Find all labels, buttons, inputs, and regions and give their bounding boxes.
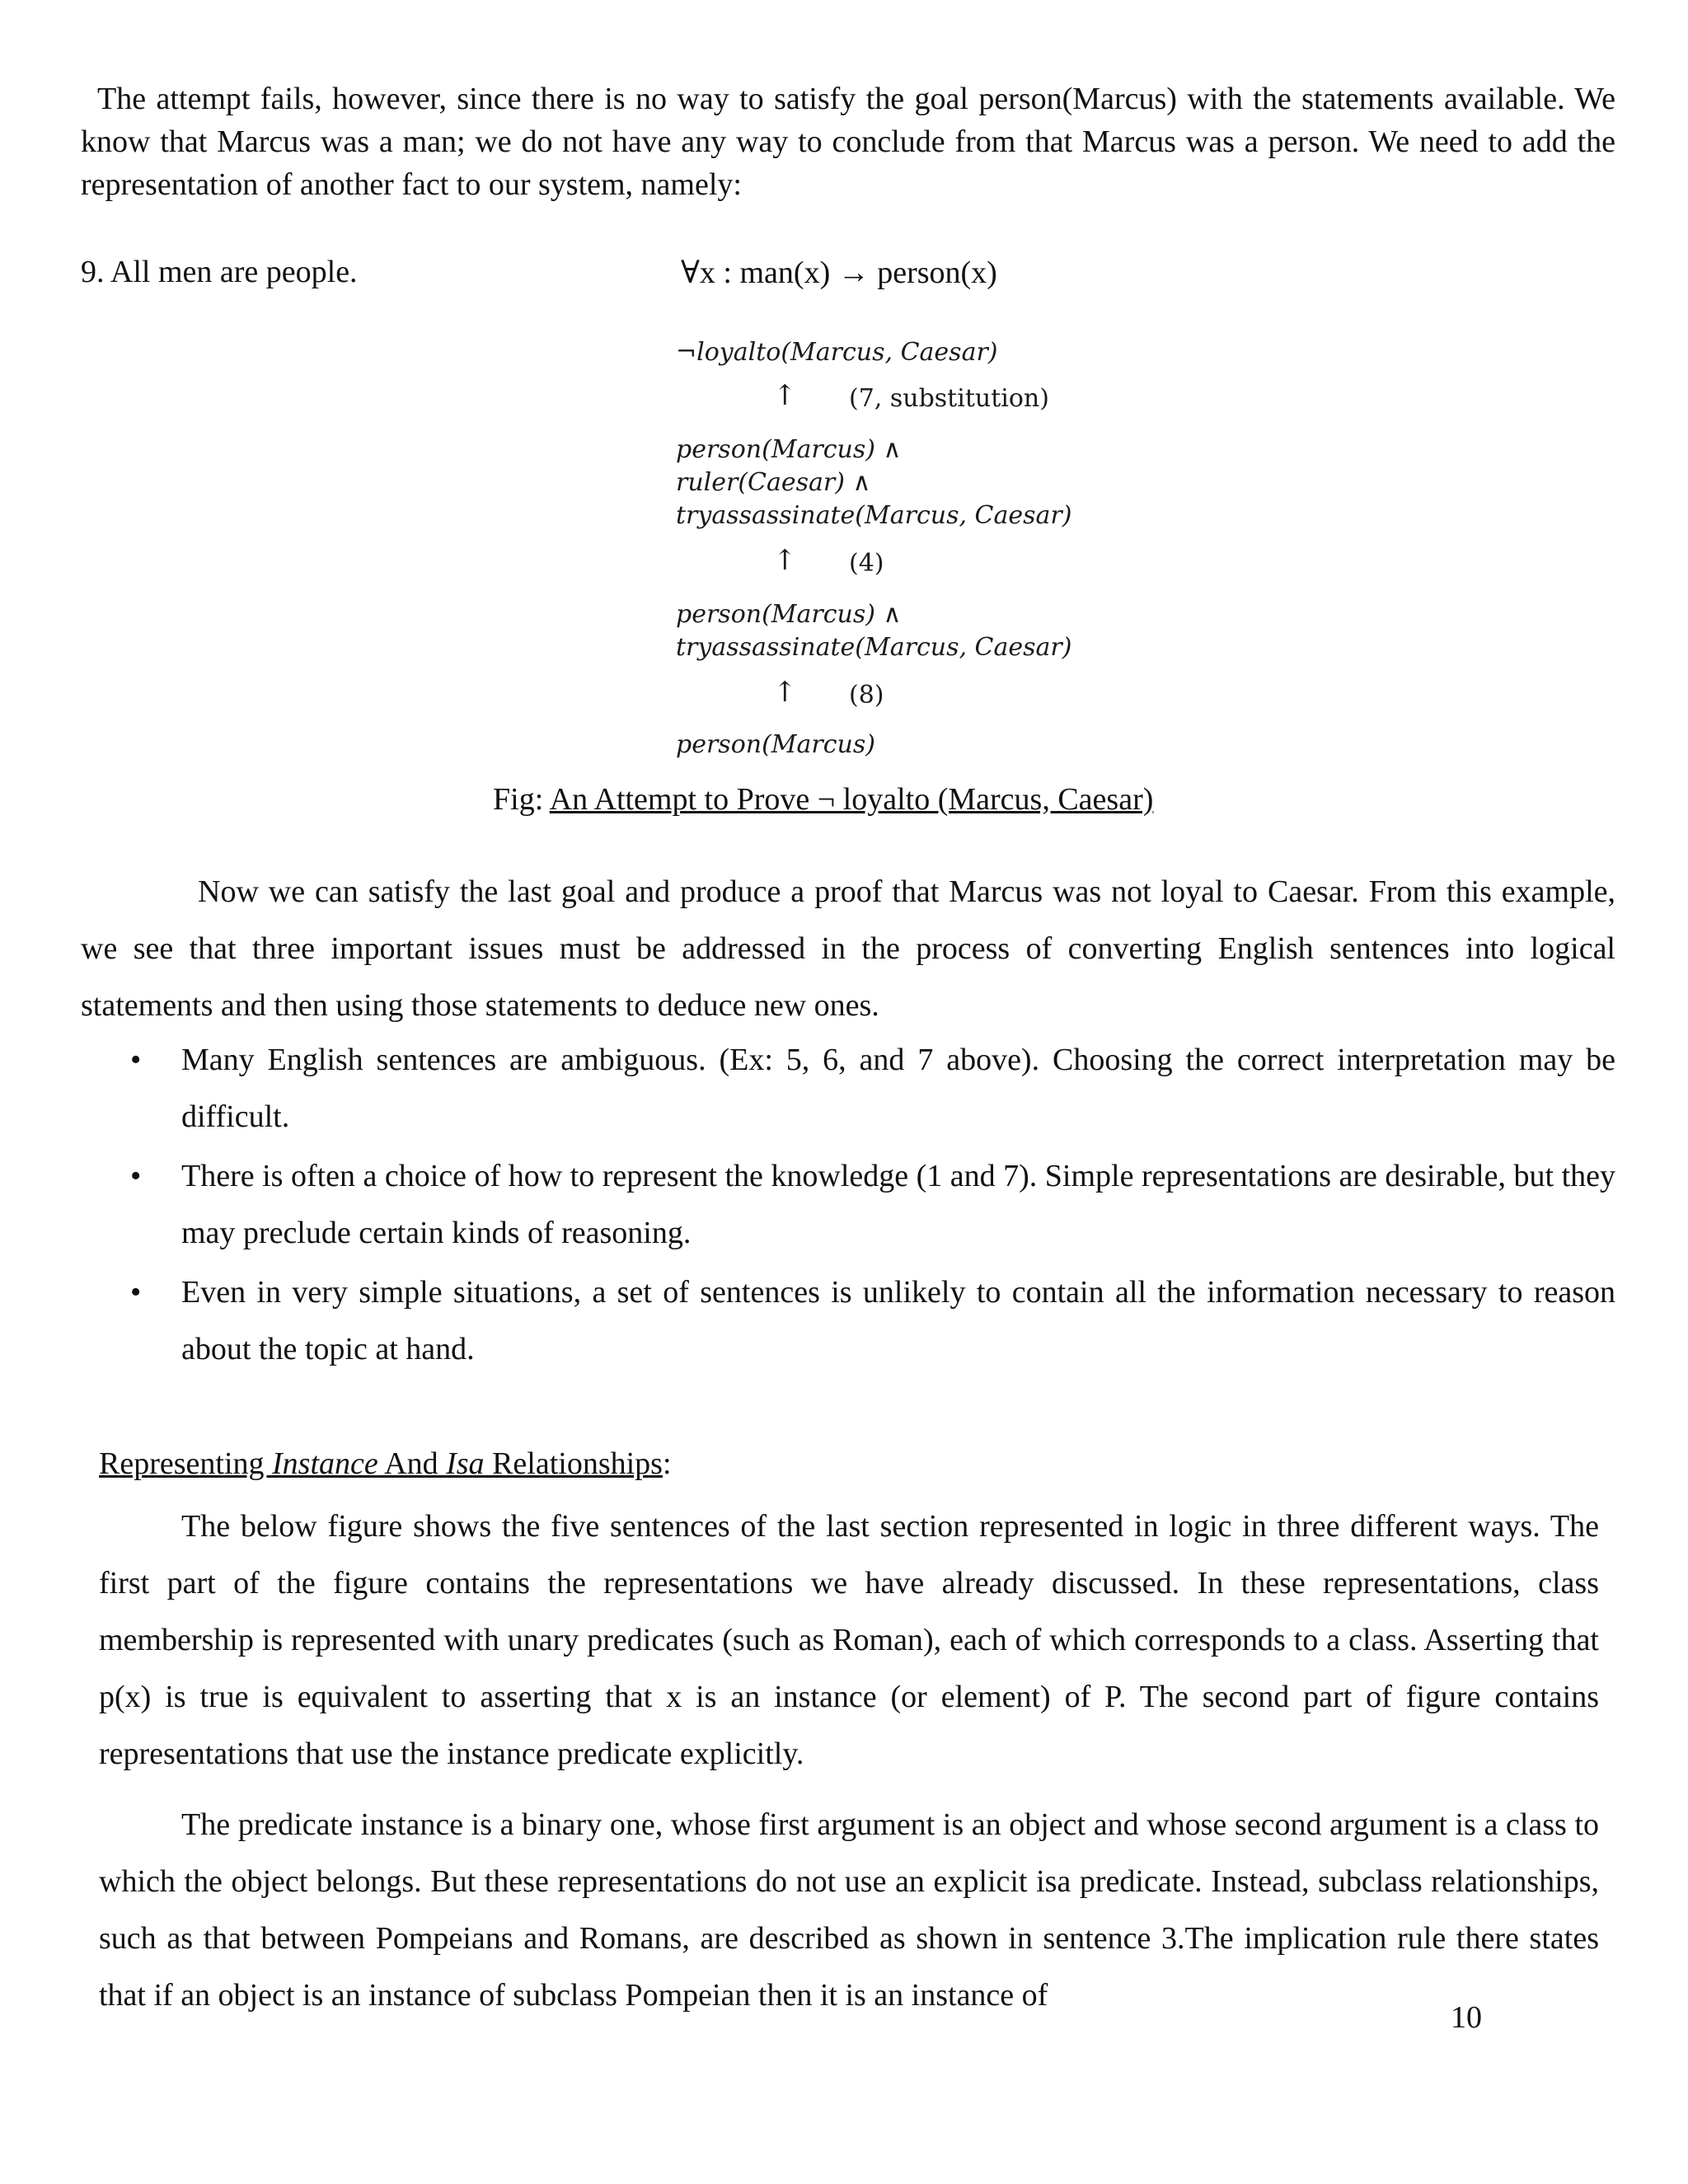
list-item bbox=[81, 1264, 1615, 1378]
list-item bbox=[81, 1148, 1615, 1262]
proof-arrow-1: ↑ bbox=[773, 379, 797, 412]
proof-block3-line1: person(Marcus) bbox=[676, 730, 875, 759]
proof-block1-line2: ruler(Caesar) ∧ bbox=[676, 468, 871, 497]
fact-9-text: 9. All men are people. bbox=[81, 255, 358, 289]
fact-9-formula: ∀x : man(x) → person(x) bbox=[681, 255, 997, 290]
proof-step-3-label: (8) bbox=[849, 681, 884, 710]
proof-block2-line1: person(Marcus) ∧ bbox=[676, 600, 902, 629]
caption-title: An Attempt to Prove ¬ loyalto (Marcus, Caesar) bbox=[549, 782, 1154, 817]
proof-step-2-label: (4) bbox=[849, 549, 884, 578]
section-paragraph-2: The predicate instance is a binary one, whose first argument is an object and whose second argument is a class to which the object belongs. But these representations do not use an explicit isa predicate. Instead, subclass relationships, such as that between Pompeians and Romans, are described as shown in sentence 3.The implication rule there states that if an object is an instance of subclass Pompeian then it is an instance of bbox=[99, 1807, 1599, 2013]
list-item-text: There is often a choice of how to represent the knowledge (1 and 7). Simple representations are desirable, but they may preclude certain kinds of reasoning. bbox=[181, 1159, 1616, 1250]
page-number: 10 bbox=[1451, 2000, 1482, 2035]
list-item-text: Even in very simple situations, a set of sentences is unlikely to contain all the information necessary to reason about the topic at hand. bbox=[181, 1275, 1615, 1366]
list-item-text: Many English sentences are ambiguous. (Ex: 5, 6, and 7 above). Choosing the correct interpretation may be difficult. bbox=[181, 1043, 1615, 1134]
section-paragraph-1: The below figure shows the five sentences of the last section represented in logic in three different ways. The first part of the figure contains the representations we have already discussed. In these representations, class membership is represented with unary predicates (such as Roman), each of which corresponds to a class. Asserting that p(x) is true is equivalent to asserting that x is an instance (or element) of P. The second part of figure contains representations that use the instance predicate explicitly. bbox=[99, 1509, 1599, 1771]
section-heading-title bbox=[99, 1446, 663, 1481]
heading-part-instance: Instance bbox=[272, 1446, 378, 1481]
proof-arrow-3: ↑ bbox=[773, 676, 797, 709]
bullet-icon: • bbox=[130, 1043, 142, 1077]
proof-block2-line2: tryassassinate(Marcus, Caesar) bbox=[676, 633, 1072, 662]
bullet-icon: • bbox=[130, 1159, 142, 1193]
heading-part-3: And bbox=[377, 1446, 447, 1481]
list-item bbox=[81, 1032, 1615, 1146]
proof-block1-line1: person(Marcus) ∧ bbox=[676, 435, 902, 464]
caption-prefix: Fig: bbox=[493, 782, 550, 817]
proof-block1-line3: tryassassinate(Marcus, Caesar) bbox=[676, 501, 1072, 530]
heading-colon: : bbox=[662, 1446, 672, 1481]
heading-part-5: Relationships bbox=[484, 1446, 663, 1481]
bullet-icon: • bbox=[130, 1275, 142, 1310]
intro-paragraph: The attempt fails, however, since there is no way to satisfy the goal person(Marcus) with the statements available. We know that Marcus was a man; we do not have any way to conclude from that Marcus was a person. We need to add the representation of another fact to our system, namely: bbox=[81, 82, 1615, 202]
proof-step-1-label: (7, substitution) bbox=[849, 384, 1049, 413]
heading-part-1: Representing bbox=[99, 1446, 273, 1481]
heading-part-isa: Isa bbox=[446, 1446, 485, 1481]
proof-goal: ¬loyalto(Marcus, Caesar) bbox=[676, 338, 998, 367]
figure-caption bbox=[493, 781, 1153, 818]
section-heading bbox=[99, 1446, 672, 1482]
proof-arrow-2: ↑ bbox=[773, 544, 797, 577]
issues-list bbox=[81, 1032, 1615, 1380]
conclusion-paragraph: Now we can satisfy the last goal and produce a proof that Marcus was not loyal to Caesar. From this example, we see that three important issues must be addressed in the process of converting English sentences into logical statements and then using those statements to deduce new ones. bbox=[81, 874, 1615, 1023]
